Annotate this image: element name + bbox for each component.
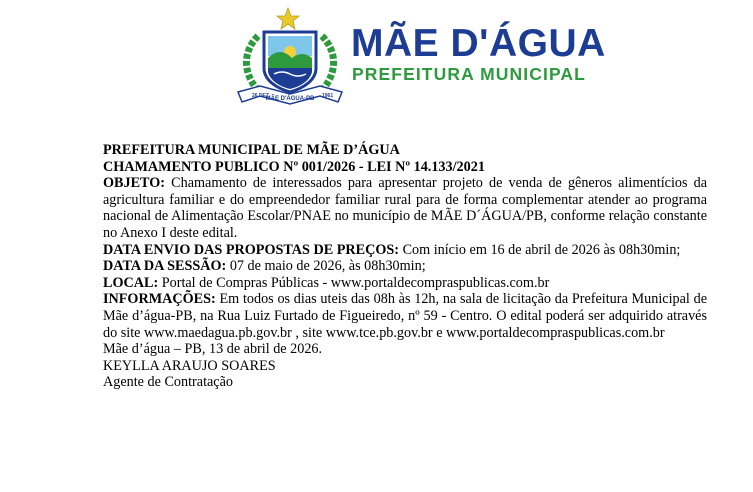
envio-paragraph [103,242,707,259]
seal-ribbon-text: MÃE D'ÁGUA-PB [265,96,315,102]
municipal-seal-icon [230,6,355,106]
notice-body [103,142,707,391]
header [0,0,753,110]
notice-call-title: CHAMAMENTO PUBLICO Nº 001/2026 - LEI Nº 14.133/2021 [103,158,485,175]
sessao-label: DATA DA SESSÃO: [103,258,227,275]
local-label: LOCAL: [103,274,159,291]
objeto-text: Chamamento de interessados para apresentar projeto de venda de gêneros alimentícios da agricultura familiar e do empreendedor familiar rural para de forma complementar atender ao programa nacional de Alimentação Escolar/PNAE no município de MÃE D´ÁGUA/PB, conforme relação constante no Anexo I deste edital. [103,175,707,241]
sessao-paragraph [103,258,707,275]
date-place: Mãe d’água – PB, 13 de abril de 2026. [103,341,323,358]
laurel-left-icon [246,36,258,88]
objeto-label: OBJETO: [103,175,166,192]
star-icon [277,8,299,29]
brand-name: MÃE D'ÁGUA [351,22,606,65]
signer-role: Agente de Contratação [103,374,233,391]
signer-name: KEYLLA ARAUJO SOARES [103,357,276,374]
seal-right-text: 1961 [322,93,334,99]
envio-label: DATA ENVIO DAS PROPOSTAS DE PREÇOS: [103,241,400,258]
brand-subtitle: PREFEITURA MUNICIPAL [352,64,586,84]
local-paragraph [103,275,707,292]
info-paragraph [103,291,707,341]
info-text: Em todos os dias uteis das 08h às 12h, na sala de licitação da Prefeitura Municipal de Mãe d’água-PB, na Rua Luiz Furtado de Figueiredo, nº 59 - Centro. O edital poderá ser adquirido através do site www.maedagua.pb.gov.br , site www.tce.pb.gov.br e www.portaldecompraspublicas.com.br [103,291,708,341]
seal-left-text: 26 DEZ [252,93,269,99]
local-text: Portal de Compras Públicas - www.portaldecompraspublicas.com.br [161,274,550,291]
laurel-right-icon [322,36,334,88]
info-label: INFORMAÇÕES: [103,291,216,308]
objeto-paragraph [103,175,707,241]
envio-text: Com início em 16 de abril de 2026 às 08h30min; [402,241,681,258]
sessao-text: 07 de maio de 2026, às 08h30min; [229,258,426,275]
notice-entity-title: PREFEITURA MUNICIPAL DE MÃE D’ÁGUA [103,142,400,158]
